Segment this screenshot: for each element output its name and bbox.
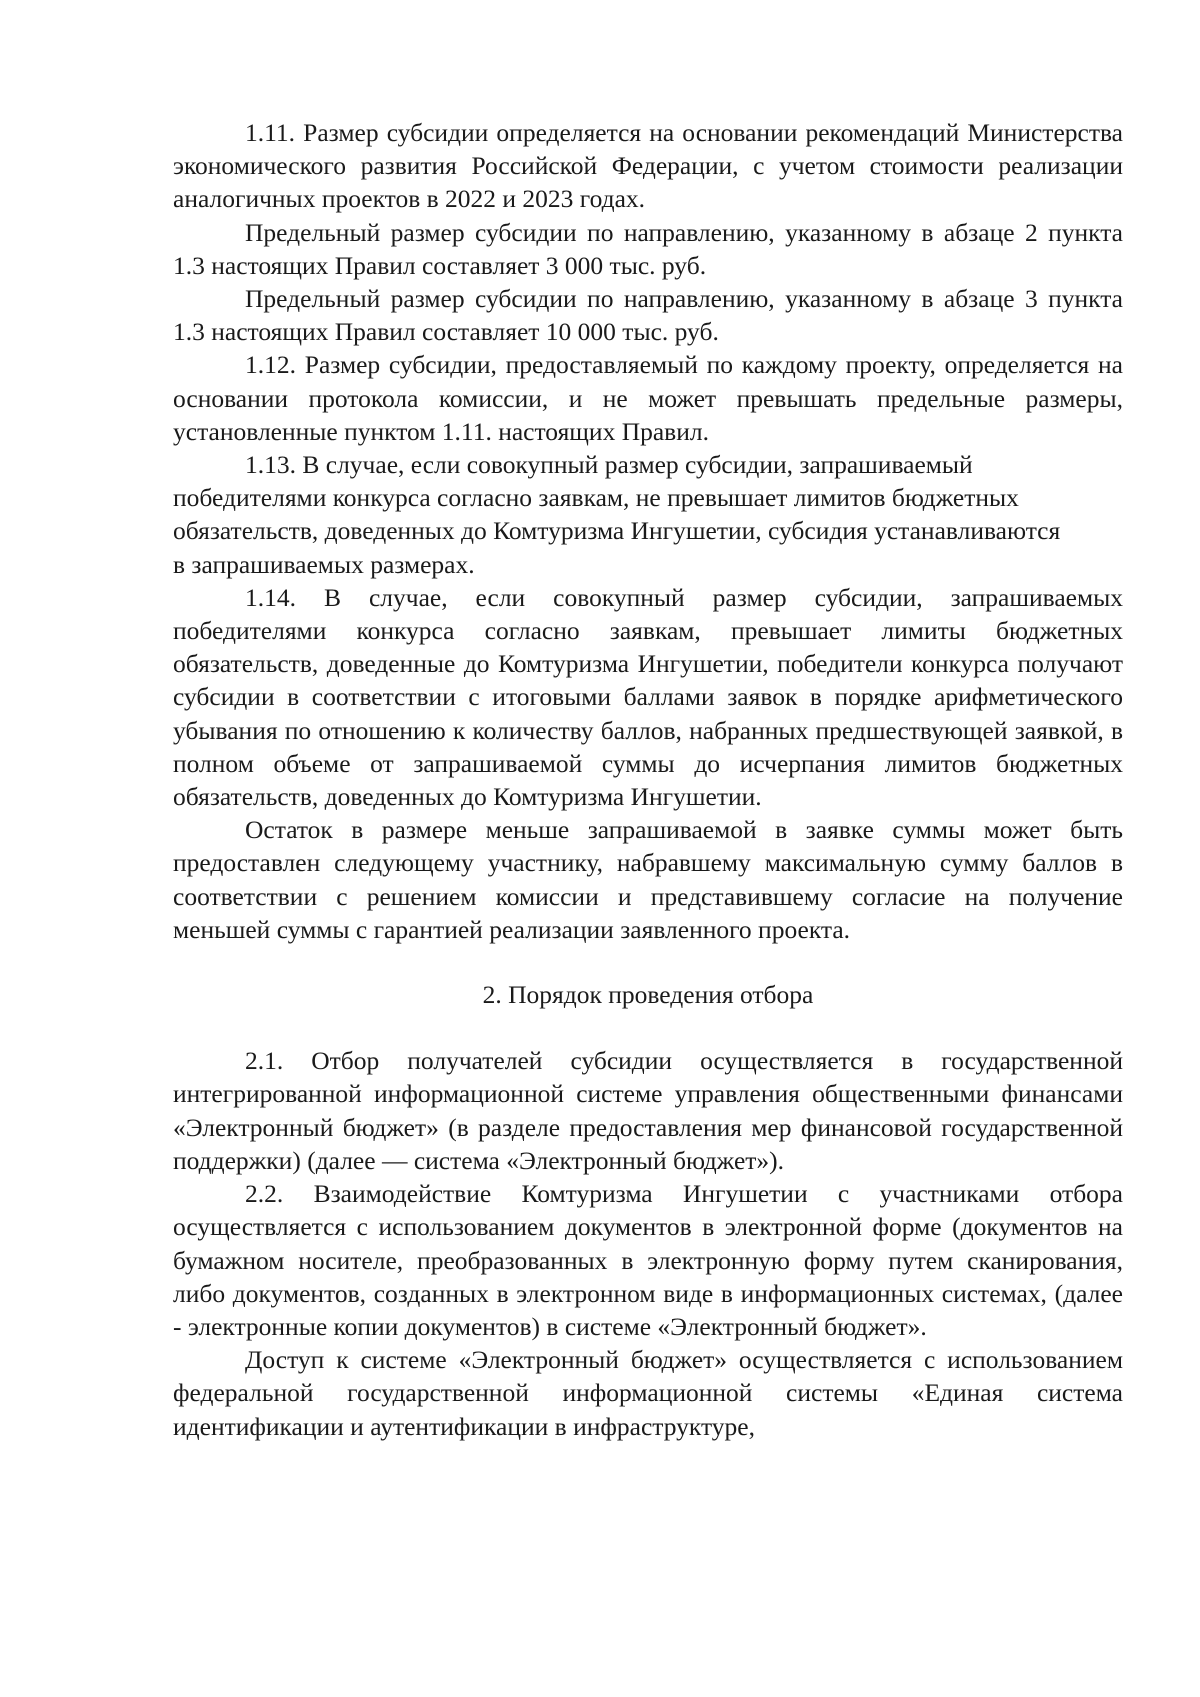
section-heading: 2. Порядок проведения отбора — [482, 980, 814, 1010]
document-page — [173, 116, 1123, 1443]
paragraph-1-13-continuation: в запрашиваемых размерах. — [173, 549, 475, 579]
paragraph-1-14: 1.14. В случае, если совокупный размер субсидии, запрашиваемых победителями конкурса согласно заявкам, превышает лимиты бюджетных обязательств, доведенные до Комтуризма Ингушетии, победители конкурса получают субсидии в соответствии с итоговыми баллами заявок в порядке арифметического убывания по отношению к количеству баллов, набранных предшествующей заявкой, в полном объеме от запрашиваемой суммы до исчерпания лимитов бюджетных обязательств, доведенных до Комтуризма Ингушетии. — [173, 582, 1123, 812]
paragraph-1-11: 1.11. Размер субсидии определяется на основании рекомендаций Министерства экономического развития Российской Федерации, с учетом стоимости реализации аналогичных проектов в 2022 и 2023 годах. — [173, 118, 1123, 214]
paragraph-1-12: 1.12. Размер субсидии, предоставляемый по каждому проекту, определяется на основании протокола комиссии, и не может превышать предельные размеры, установленные пунктом 1.11. настоящих Правил. — [173, 350, 1123, 446]
paragraph-2-1: 2.1. Отбор получателей субсидии осуществляется в государственной интегрированной информационной системе управления общественными финансами «Электронный бюджет» (в разделе предоставления мер финансовой государственной поддержки) (далее — система «Электронный бюджет»). — [173, 1046, 1123, 1175]
paragraph-limit-abzac-3: Предельный размер субсидии по направлению, указанному в абзаце 3 пункта 1.3 настоящих Правил составляет 10 000 тыс. руб. — [173, 284, 1123, 347]
paragraph-1-13: 1.13. В случае, если совокупный размер субсидии, запрашиваемый победителями конкурса согласно заявкам, не превышает лимитов бюджетных обязательств, доведенных до Комтуризма Ингушетии, субсидия устанавливаются — [173, 450, 1061, 546]
paragraph-remainder: Остаток в размере меньше запрашиваемой в заявке суммы может быть предоставлен следующему участнику, набравшему максимальную сумму баллов в соответствии с решением комиссии и представившему согласие на получение меньшей суммы с гарантией реализации заявленного проекта. — [173, 815, 1123, 944]
paragraph-2-2: 2.2. Взаимодействие Комтуризма Ингушетии с участниками отбора осуществляется с использованием документов в электронной форме (документов на бумажном носителе, преобразованных в электронную форму путем сканирования, либо документов, созданных в электронном виде в информационных системах, (далее - электронные копии документов) в системе «Электронный бюджет». — [173, 1179, 1123, 1341]
paragraph-limit-abzac-2: Предельный размер субсидии по направлению, указанному в абзаце 2 пункта 1.3 настоящих Правил составляет 3 000 тыс. руб. — [173, 217, 1123, 280]
paragraph-access: Доступ к системе «Электронный бюджет» осуществляется с использованием федеральной государственной информационной системы «Единая система идентификации и аутентификации в инфраструктуре, — [173, 1345, 1123, 1441]
